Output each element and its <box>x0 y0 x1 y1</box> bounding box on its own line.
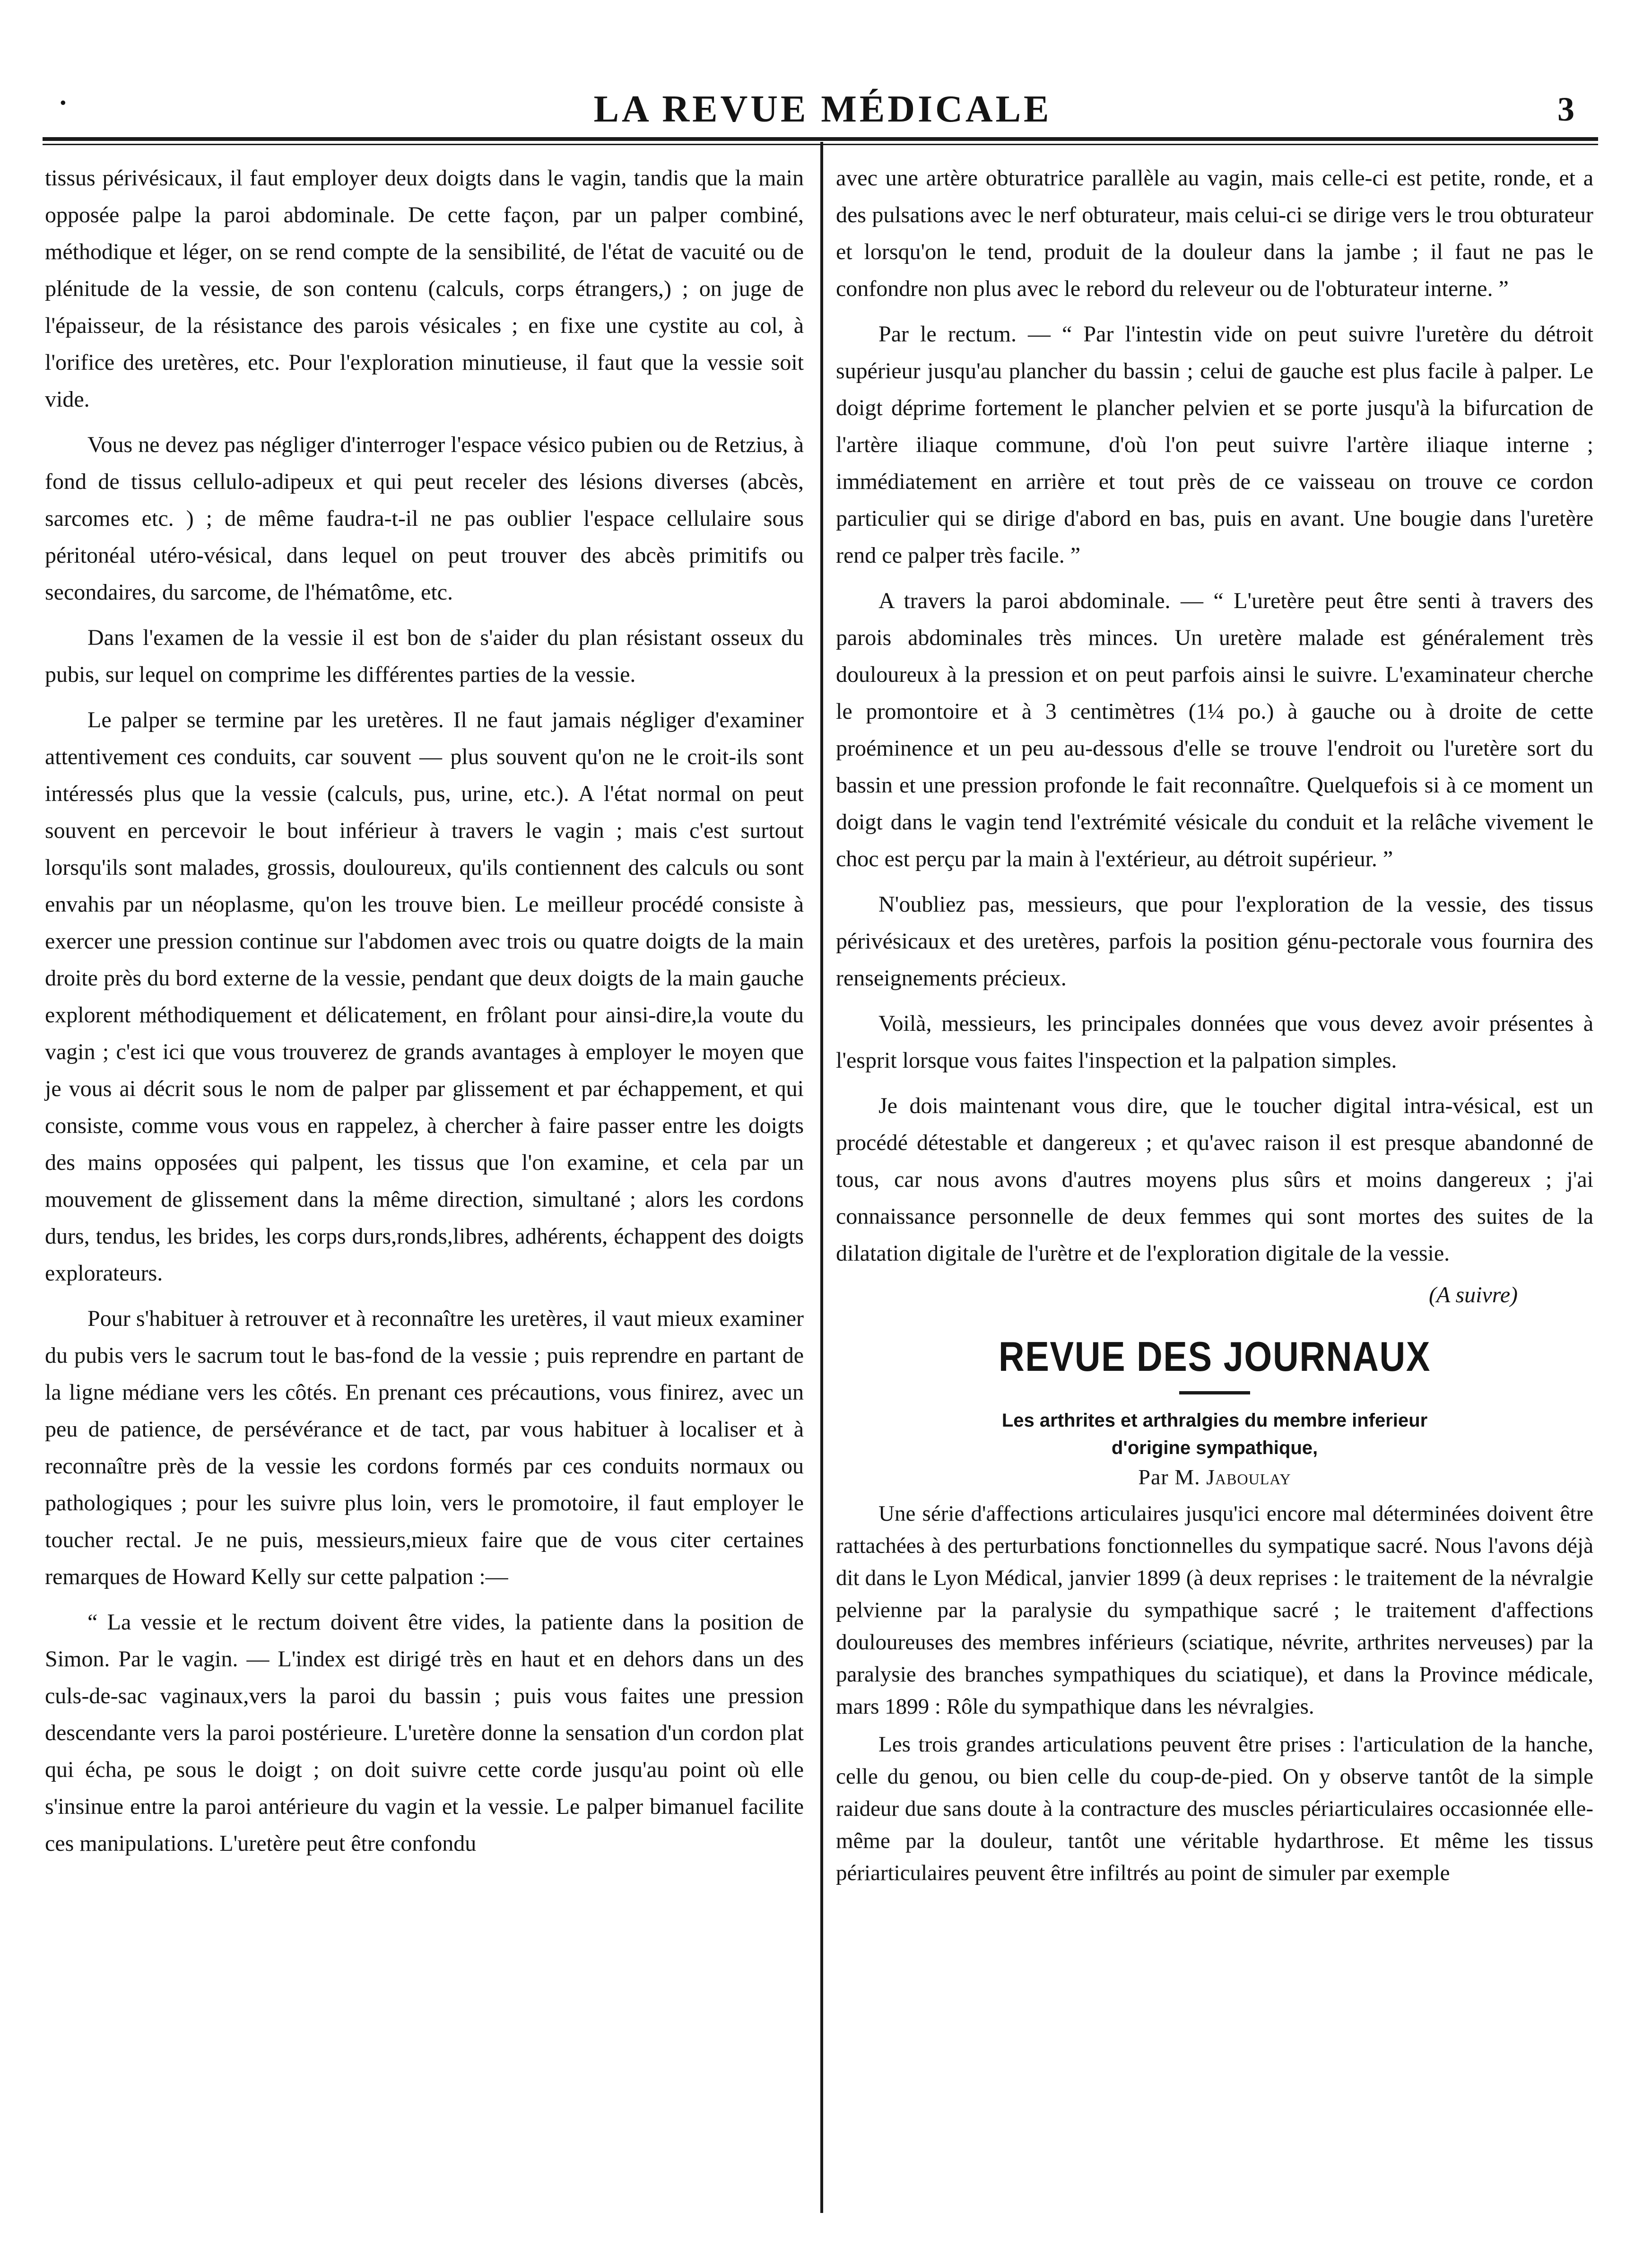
right-paragraph: avec une artère obturatrice parallèle au vagin, mais celle-ci est petite, ronde, et a des pulsations avec le nerf obturateur, mais celui-ci se dirige vers le trou obturateur et lorsqu'on le tend, produit de la douleur dans la jambe ; il faut ne pas le confondre non plus avec le rebord du releveur ou de l'obturateur interne. ” <box>836 165 1593 301</box>
article-title-line-2: d'origine sympathique, <box>1111 1437 1318 1458</box>
left-paragraph: Pour s'habituer à retrouver et à reconnaître les uretères, il vaut mieux examiner du pubis vers le sacrum tout le bas-fond de la vessie ; puis reprendre en partant de la ligne médiane vers les côtés. En prenant ces précautions, vous finirez, avec un peu de patience, de persévérance et de tact, par vous habituer à localiser et à reconnaître près de la vessie les cordons formés par ces conduits normaux ou pathologiques ; pour les suivre plus loin, vers le promotoire, il faut employer le toucher rectal. Je ne puis, messieurs,mieux faire que de vous citer certaines remarques de Howard Kelly sur cette palpation :— <box>45 1306 804 1589</box>
right-paragraph: Par le rectum. — “ Par l'intestin vide on peut suivre l'uretère du détroit supérieur jusqu'au plancher du bassin ; celui de gauche est plus facile à palper. Le doigt déprime fortement le plancher pelvien et se porte jusqu'à la bifurcation de l'artère iliaque commune, d'où l'on peut suivre l'artère iliaque interne ; immédiatement en arrière et tout près de ce vaisseau on trouve ce cordon particulier qui se dirige d'abord en bas, puis en avant. Une bougie dans l'uretère rend ce palper très facile. ” <box>836 322 1593 568</box>
right-paragraph: Je dois maintenant vous dire, que le toucher digital intra-vésical, est un procédé détestable et dangereux ; et qu'avec raison il est presque abandonné de tous, car nous avons d'autres moyens plus sûrs et moins dangereux ; j'ai connaissance personnelle de deux femmes qui sont mortes des suites de la dilatation digitale de l'urètre et de l'exploration digitale de la vessie. <box>836 1093 1593 1266</box>
article-paragraph: Une série d'affections articulaires jusqu'ici encore mal déterminées doivent être rattachées à des perturbations fonctionnelles du sympatique sacré. Nous l'avons déjà dit dans le Lyon Médical, janvier 1899 (à deux reprises : le traitement de la névralgie pelvienne par la paralysie du sympathique sacré ; le traitement d'affections douloureuses des membres inférieurs (sciatique, névrite, arthrites nerveuses) par la paralysie des branches sympathiques du sciatique), et dans la Province médicale, mars 1899 : Rôle du sympathique dans les névralgies. <box>836 1501 1593 1719</box>
column-divider <box>820 142 823 2213</box>
header-rule <box>43 137 1598 141</box>
author-prefix: Par M. <box>1138 1465 1200 1489</box>
right-column <box>836 160 1593 1895</box>
right-paragraph: Voilà, messieurs, les principales données que vous devez avoir présentes à l'esprit lorsque vous faites l'inspection et la palpation simples. <box>836 1011 1593 1073</box>
heading-rule <box>1179 1391 1250 1394</box>
article-title-line-1: Les arthrites et arthralgies du membre inferieur <box>1001 1410 1428 1431</box>
header-mark: · <box>57 82 70 124</box>
left-paragraph: Vous ne devez pas négliger d'interroger l'espace vésico pubien ou de Retzius, à fond de tissus cellulo-adipeux et qui peut receler des lésions diverses (abcès, sarcomes etc. ) ; de même faudra-t-il ne pas oublier l'espace cellulaire sous péritonéal utéro-vésical, dans lequel on peut trouver des abcès primitifs ou secondaires, du sarcome, de l'hématôme, etc. <box>45 432 804 605</box>
left-column <box>45 160 804 1871</box>
page-number: 3 <box>1557 90 1574 128</box>
left-paragraph: “ La vessie et le rectum doivent être vides, la patiente dans la position de Simon. Par le vagin. — L'index est dirigé très en haut et en dehors dans un des culs-de-sac vaginaux,vers la paroi du bassin ; puis vous faites une pression descendante vers la paroi postérieure. L'uretère donne la sensation d'un cordon plat qui écha, pe sous le doigt ; on doit suivre cette corde jusqu'au point où elle s'insinue entre la paroi antérieure du vagin et la vessie. Le palper bimanuel facilite ces manipulations. L'uretère peut être confondu <box>45 1610 804 1856</box>
to-be-continued: (A suivre) <box>1429 1282 1518 1307</box>
article-paragraph: Les trois grandes articulations peuvent être prises : l'articulation de la hanche, celle du genou, ou bien celle du coup-de-pied. On y observe tantôt de la simple raideur due sans doute à la contracture des muscles périarticulaires occasionnée elle-même par la douleur, tantôt une véritable hydarthrose. Et même les tissus périarticulaires peuvent être infiltrés au point de simuler par exemple <box>836 1732 1593 1885</box>
journal-title: LA REVUE MÉDICALE <box>593 88 1052 130</box>
author-name: Jaboulay <box>1206 1465 1291 1489</box>
left-paragraph: Le palper se termine par les uretères. Il ne faut jamais négliger d'examiner attentivement ces conduits, car souvent — plus souvent qu'on ne le croit-ils sont intéressés plus que la vessie (calculs, pus, urine, etc.). A l'état normal on peut souvent en percevoir le bout inférieur à travers le vagin ; mais c'est surtout lorsqu'ils sont malades, grossis, douloureux, qu'ils contiennent des calculs ou sont envahis par un néoplasme, qu'on les trouve bien. Le meilleur procédé consiste à exercer une pression continue sur l'abdomen avec trois ou quatre doigts de la main droite près du bord externe de la vessie, pendant que deux doigts de la main gauche explorent méthodiquement et délicatement, en frôlant pour ainsi-dire,la voute du vagin ; c'est ici que vous trouverez de grands avantages à employer le moyen que je vous ai décrit sous le nom de palper par glissement et par échappement, et qui consiste, comme vous vous en rappelez, à chercher à faire passer entre les doigts des mains opposées qui palpent, les tissus que l'on examine, et cela par un mouvement de glissement dans la même direction, simultané ; alors les cordons durs, tendus, les brides, les corps durs,ronds,libres, adhérents, échappent des doigts explorateurs. <box>45 707 804 1286</box>
right-paragraph: N'oubliez pas, messieurs, que pour l'exploration de la vessie, des tissus périvésicaux et des uretères, parfois la position génu-pectorale vous fournira des renseignements précieux. <box>836 892 1593 991</box>
section-heading: REVUE DES JOURNAUX <box>998 1333 1431 1380</box>
article-author <box>836 1462 1593 1493</box>
left-paragraph: tissus périvésicaux, il faut employer deux doigts dans le vagin, tandis que la main opposée palpe la paroi abdominale. De cette façon, par un palper combiné, méthodique et léger, on se rend compte de la sensibilité, de l'état de vacuité ou de plénitude de la vessie, de son contenu (calculs, corps étrangers,) ; on juge de l'épaisseur, de la résistance des parois vésicales ; en fixe une cystite au col, à l'orifice des uretères, etc. Pour l'exploration minutieuse, il faut que la vessie soit vide. <box>45 165 804 412</box>
left-paragraph: Dans l'examen de la vessie il est bon de s'aider du plan résistant osseux du pubis, sur lequel on comprime les différentes parties de la vessie. <box>45 625 804 687</box>
page-header <box>43 79 1603 136</box>
right-paragraph: A travers la paroi abdominale. — “ L'uretère peut être senti à travers des parois abdominales très minces. Un uretère malade est généralement très douloureux à la pression et on peut parfois ainsi le suivre. L'examinateur cherche le promontoire et à 3 centimètres (1¼ po.) à gauche ou à droite de cette proéminence et un peu au-dessous d'elle se trouve l'endroit ou l'uretère sort du bassin et une pression profonde le fait reconnaître. Quelquefois si à ce moment un doigt dans le vagin tend l'extrémité vésicale du conduit et la relâche vivement le choc est perçu par la main à l'extérieur, au détroit supérieur. ” <box>836 588 1593 871</box>
